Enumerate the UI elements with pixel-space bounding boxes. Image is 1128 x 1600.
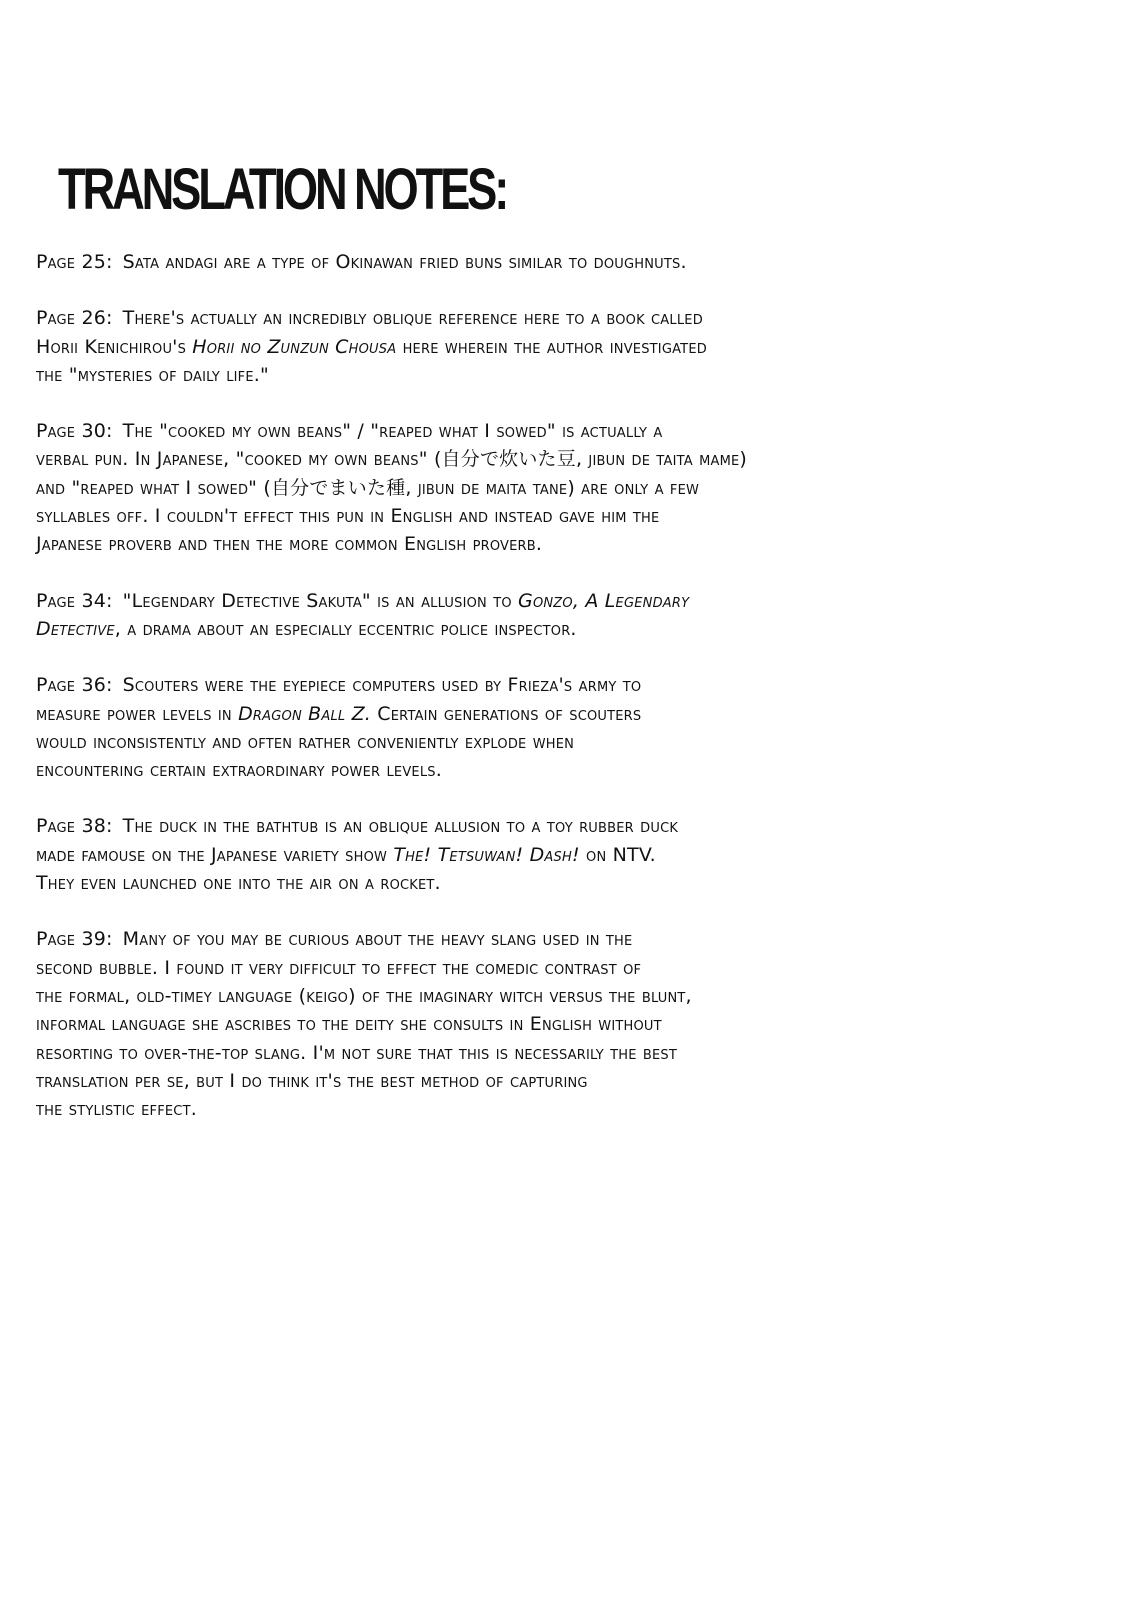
note-line: [36, 671, 996, 699]
note-text: here wherein the author investigated: [396, 335, 707, 358]
note-text: The "cooked my own beans" / "reaped what I sowed" is actually a: [122, 420, 663, 443]
page-label: Page 26:: [36, 307, 113, 330]
note-line: [36, 615, 996, 643]
note-page-26: [36, 304, 996, 389]
drama-title: Detective: [36, 617, 115, 640]
note-text: There's actually an incredibly oblique reference here to a book called: [122, 307, 703, 330]
note-text: Many of you may be curious about the heavy slang used in the: [122, 928, 633, 951]
note-line: [36, 812, 996, 840]
note-line: encountering certain extraordinary power levels.: [36, 759, 442, 782]
note-line: second bubble. I found it very difficult to effect the comedic contrast of: [36, 956, 642, 979]
page-title: TRANSLATION NOTES:: [58, 157, 507, 222]
note-line: They even launched one into the air on a rocket.: [36, 872, 441, 895]
note-line: [36, 304, 996, 332]
note-line: [36, 417, 996, 445]
translation-notes: [36, 248, 996, 1123]
note-line: [36, 700, 996, 728]
drama-title: Gonzo, A Legendary: [518, 589, 690, 612]
note-page-36: [36, 671, 996, 784]
note-page-38: [36, 812, 996, 897]
note-line: translation per se, but I do think it's the best method of capturing: [36, 1069, 588, 1092]
note-line: [36, 587, 996, 615]
note-line: verbal pun. In Japanese, "cooked my own beans" (自分で炊いた豆, jibun de taita mame): [36, 448, 748, 471]
note-text: Horii Kenichirou's: [36, 335, 193, 358]
book-title: Horii no Zunzun Chousa: [192, 335, 397, 358]
note-text: "Legendary Detective Sakuta" is an allusion to: [122, 589, 519, 612]
note-text: measure power levels in: [36, 702, 239, 725]
note-line: syllables off. I couldn't effect this pun in English and instead gave him the: [36, 505, 660, 528]
note-page-39: [36, 925, 996, 1123]
note-text: The duck in the bathtub is an oblique allusion to a toy rubber duck: [122, 815, 679, 838]
page-label: Page 34:: [36, 589, 113, 612]
note-text: Scouters were the eyepiece computers used by Frieza's army to: [122, 674, 642, 697]
page-label: Page 38:: [36, 815, 113, 838]
note-line: and "reaped what I sowed" (自分でまいた種, jibun de maita tane) are only a few: [36, 476, 700, 499]
note-line: would inconsistently and often rather conveniently explode when: [36, 730, 575, 753]
note-text: made famouse on the Japanese variety show: [36, 843, 394, 866]
note-page-34: [36, 587, 996, 644]
series-title: Dragon Ball Z.: [238, 702, 372, 725]
page-label: Page 36:: [36, 674, 113, 697]
note-text: on NTV.: [579, 843, 656, 866]
note-line: the formal, old-timey language (keigo) of the imaginary witch versus the blunt,: [36, 984, 692, 1007]
show-title: The! Tetsuwan! Dash!: [393, 843, 580, 866]
page-label: Page 39:: [36, 928, 113, 951]
note-line: resorting to over-the-top slang. I'm not sure that this is necessarily the best: [36, 1041, 677, 1064]
page-label: Page 25:: [36, 251, 113, 273]
note-line: [36, 925, 996, 953]
note-text: , a drama about an especially eccentric police inspector.: [114, 617, 577, 640]
note-line: [36, 841, 996, 869]
note-line: the stylistic effect.: [36, 1098, 197, 1121]
page-label: Page 30:: [36, 420, 113, 443]
note-page-30: [36, 417, 996, 558]
note-page-25: [36, 248, 996, 276]
note-line: Japanese proverb and then the more common English proverb.: [36, 533, 543, 556]
note-text: Sata andagi are a type of Okinawan fried buns similar to doughnuts.: [122, 251, 687, 273]
note-line: [36, 248, 996, 276]
note-line: the "mysteries of daily life.": [36, 363, 269, 386]
note-text: Certain generations of scouters: [371, 702, 642, 725]
note-line: informal language she ascribes to the deity she consults in English without: [36, 1013, 662, 1036]
note-line: [36, 333, 996, 361]
